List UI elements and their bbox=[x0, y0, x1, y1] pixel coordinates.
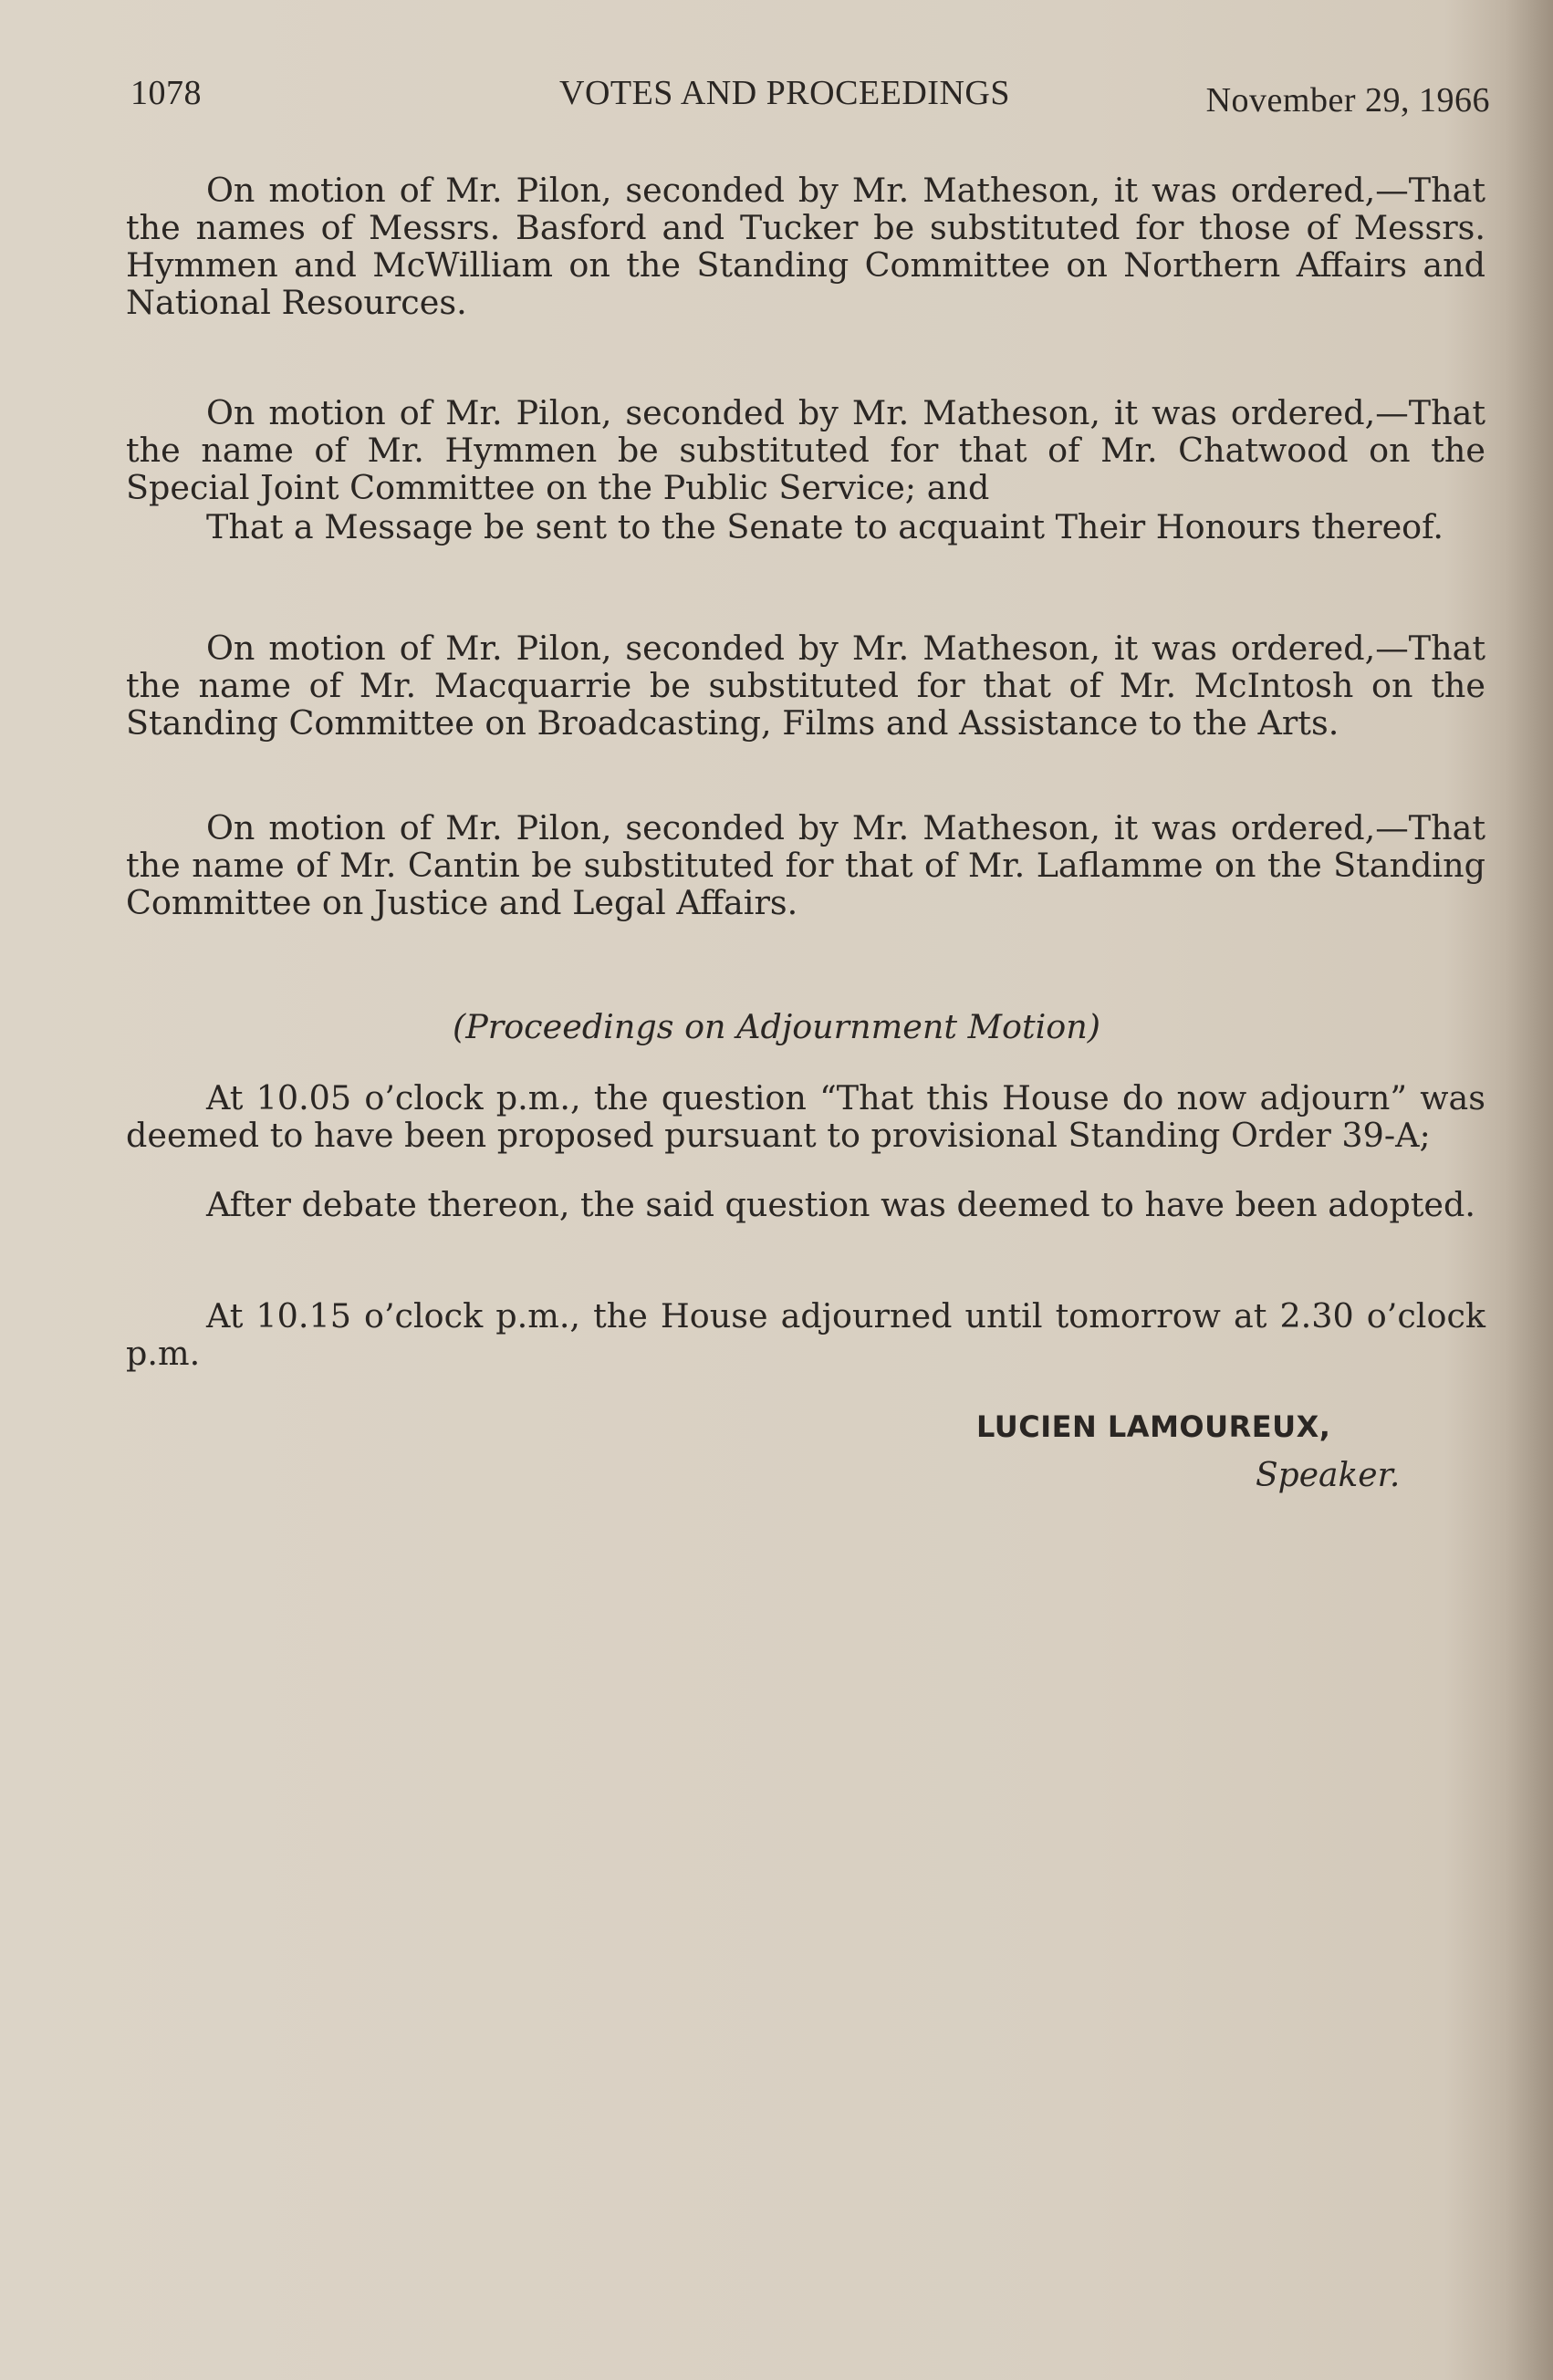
section-heading: (Proceedings on Adjournment Motion) bbox=[452, 1007, 1101, 1046]
motion-paragraph: That a Message be sent to the Senate to acquaint Their Honours thereof. bbox=[206, 507, 1444, 546]
motion-paragraph: On motion of Mr. Pilon, seconded by Mr. Matheson, it was ordered,—That the name of Mr. Hymmen be substituted for that of Mr. Chatwood on the Special Joint Committee on the Public Service; and bbox=[126, 393, 1485, 507]
motion-paragraph: On motion of Mr. Pilon, seconded by Mr. Matheson, it was ordered,—That the name of Mr. Macquarrie be substituted for that of Mr. McIntosh on the Standing Committee on Broadcasting, Films and Assistance to the Arts. bbox=[126, 629, 1485, 743]
adjournment-paragraph: At 10.15 o’clock p.m., the House adjourned until tomorrow at 2.30 o’clock p.m. bbox=[126, 1296, 1485, 1373]
motion-paragraph: On motion of Mr. Pilon, seconded by Mr. Matheson, it was ordered,—That the names of Messrs. Basford and Tucker be substituted for those of Messrs. Hymmen and McWilliam on the Standing Committee on Northern Affairs and National Resources. bbox=[126, 171, 1485, 322]
page-number: 1078 bbox=[130, 74, 202, 112]
page-date: November 29, 1966 bbox=[1205, 81, 1490, 120]
motion-paragraph: On motion of Mr. Pilon, seconded by Mr. Matheson, it was ordered,—That the name of Mr. Cantin be substituted for that of Mr. Laflamme on the Standing Committee on Justice and Legal Affairs. bbox=[126, 808, 1485, 922]
speaker-title: Speaker. bbox=[1256, 1457, 1401, 1494]
speaker-name: LUCIEN LAMOUREUX, bbox=[976, 1409, 1331, 1444]
adjournment-paragraph: At 10.05 o’clock p.m., the question “That this House do now adjourn” was deemed to have been proposed pursuant to provisional Standing Order 39-A; bbox=[126, 1078, 1485, 1155]
adjournment-paragraph: After debate thereon, the said question was deemed to have been adopted. bbox=[206, 1185, 1475, 1224]
page-header bbox=[130, 73, 1490, 128]
page-title: VOTES AND PROCEEDINGS bbox=[559, 74, 1010, 112]
